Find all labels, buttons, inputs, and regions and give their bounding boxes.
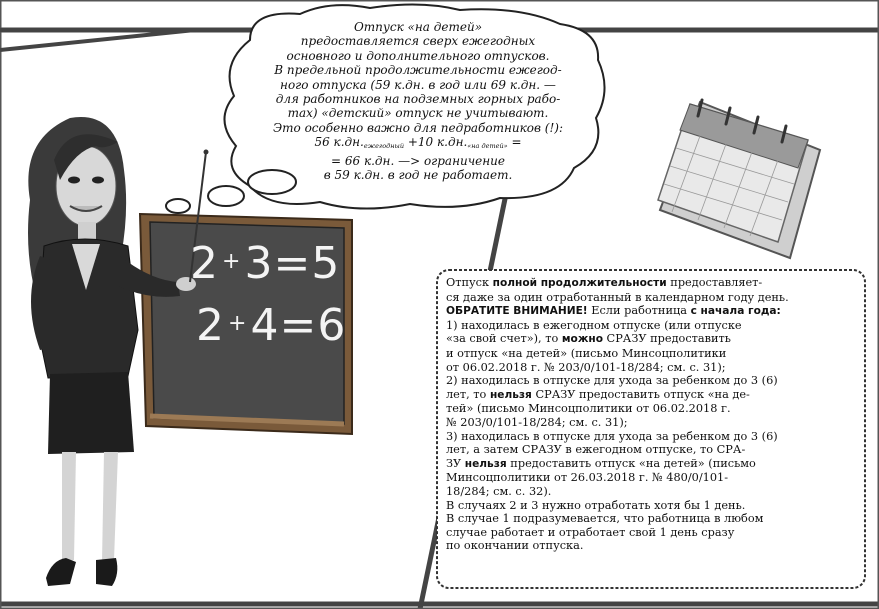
bubble-line: Отпуск «на детей» xyxy=(353,20,483,34)
chalk-equals: = xyxy=(279,300,318,351)
info-line: В случае 1 подразумевается, что работница в любом xyxy=(446,512,764,526)
bubble-line: для работников на подземных горных рабо- xyxy=(275,92,561,107)
chalk-operator: + xyxy=(228,311,248,336)
chalk-digit: 5 xyxy=(311,238,341,289)
info-line: по окончании отпуска. xyxy=(446,539,584,553)
bubble-formula: 56 $к.дн._{ежегодный} +10$ $к.дн._{«на детей»}$ = xyxy=(314,135,522,151)
chalk-digit: 2 xyxy=(190,238,219,289)
chalk-operator: + xyxy=(222,249,242,274)
info-line: Минсоцполитики от 26.03.2018 г. № 480/0/101- xyxy=(446,471,729,485)
info-line: № 203/0/101-18/284; см. с. 31); xyxy=(446,415,628,429)
info-box-text xyxy=(446,276,860,553)
info-line: В случаях 2 и 3 нужно отработать хотя бы 1 день. xyxy=(446,498,746,512)
bubble-line: = 66 к.дн. —> ограничение xyxy=(331,153,505,168)
bubble-line: в 59 к.дн. в год не работает. xyxy=(323,168,513,183)
chalk-digit: 3 xyxy=(244,238,274,289)
bubble-line: тах) «детский» отпуск не учитывают. xyxy=(287,106,549,121)
info-line: 1) находилась в ежегодном отпуске (или отпуске xyxy=(446,318,742,332)
thought-bubble-text xyxy=(238,20,598,182)
chalk-digit: 2 xyxy=(196,300,225,351)
info-line: лет, а затем СРАЗУ в ежегодном отпуске, то СРА- xyxy=(446,443,746,457)
chalk-digit: 6 xyxy=(317,300,347,351)
calendar-icon xyxy=(658,100,820,258)
bubble-dot-small xyxy=(166,199,190,213)
info-line: «за свой счет»), то можно СРАЗУ предоставить xyxy=(446,332,731,346)
bubble-line: В предельной продолжительности ежегод- xyxy=(274,63,562,78)
bubble-line: предоставляется сверх ежегодных xyxy=(300,34,536,49)
info-line: тей» (письмо Минсоцполитики от 06.02.2018 г. xyxy=(446,402,731,416)
chalk-equation-2 xyxy=(196,300,346,351)
bubble-line: Это особенно важно для педработников (!): xyxy=(272,120,564,135)
bubble-line: основного и дополнительного отпусков. xyxy=(286,48,550,63)
info-line: случае работает и отработает свой 1 день сразу xyxy=(446,525,735,539)
info-line: от 06.02.2018 г. № 203/0/101-18/284; см. с. 31); xyxy=(446,360,726,374)
chalk-equation-1 xyxy=(190,238,340,289)
info-line: и отпуск «на детей» (письмо Минсоцполитики xyxy=(446,346,727,360)
info-line: 3) находилась в отпуске для ухода за ребенком до 3 (6) xyxy=(446,429,778,443)
bubble-dot-medium xyxy=(208,186,244,206)
info-line: ся даже за один отработанный в календарном году день. xyxy=(446,290,789,304)
bubble-line: ного отпуска (59 к.дн. в год или 69 к.дн. — xyxy=(280,77,556,92)
info-line: лет, то нельзя СРАЗУ предоставить отпуск «на де- xyxy=(446,387,750,401)
info-line: ЗУ нельзя предоставить отпуск «на детей» (письмо xyxy=(446,456,756,470)
info-line: ОБРАТИТЕ ВНИМАНИЕ! Если работница с начала года: xyxy=(446,304,781,318)
info-line: 2) находилась в отпуске для ухода за ребенком до 3 (6) xyxy=(446,374,778,388)
chalk-equals: = xyxy=(273,238,312,289)
chalk-digit: 4 xyxy=(250,300,280,351)
info-line: Отпуск полной продолжительности предоставляет- xyxy=(446,276,763,289)
info-line: 18/284; см. с. 32). xyxy=(446,484,552,498)
